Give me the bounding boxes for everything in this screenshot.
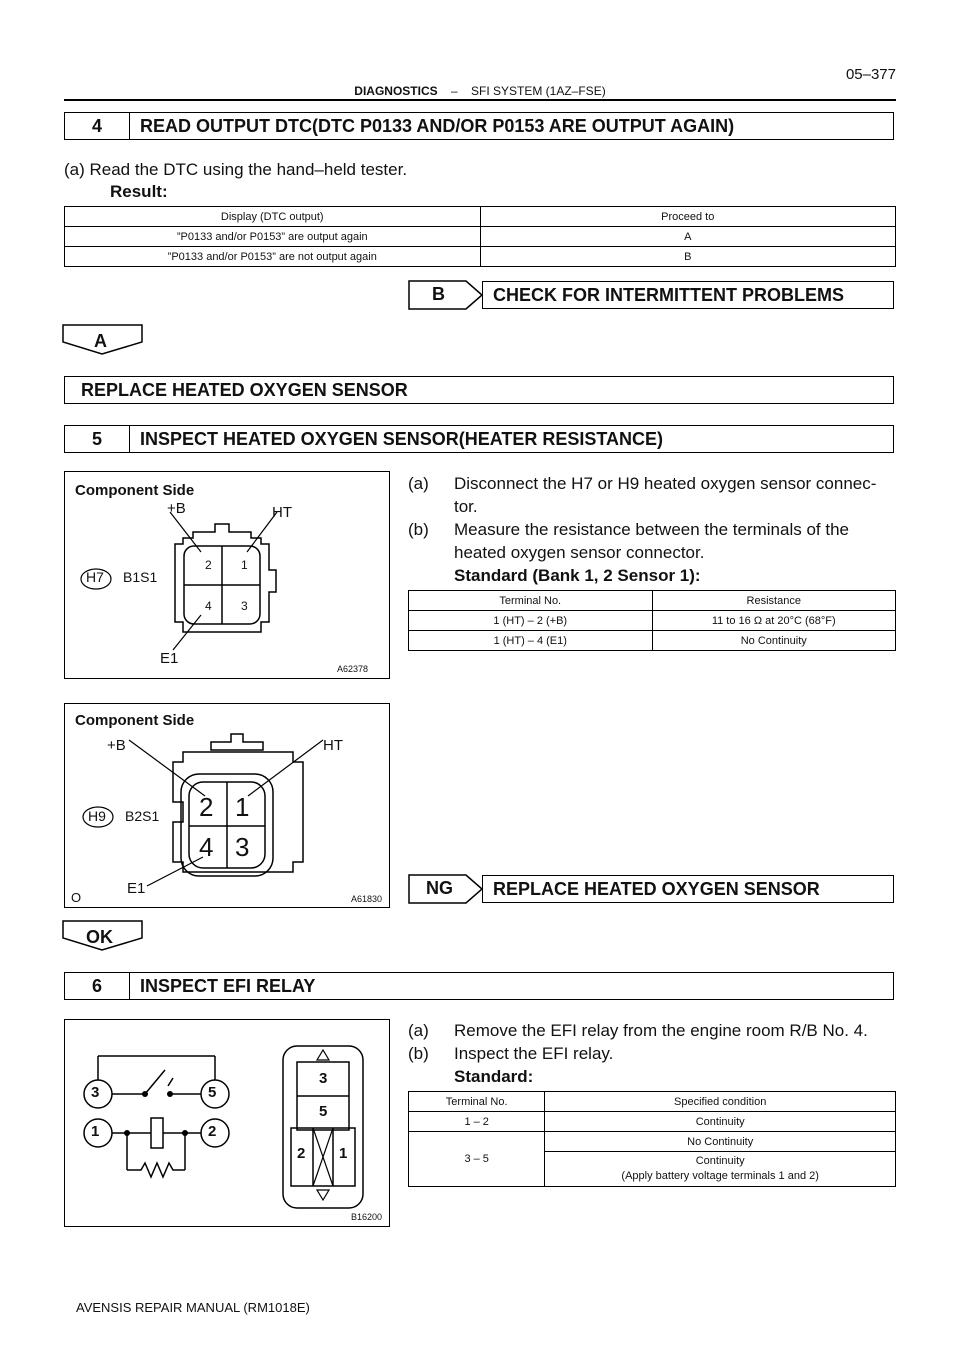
step-title: INSPECT HEATED OXYGEN SENSOR(HEATER RESISTANCE) [140, 428, 664, 449]
figure-caption: Component Side [75, 482, 195, 499]
plus-b-label: +B [167, 500, 186, 517]
step-6-a-text: Remove the EFI relay from the engine room R/B No. 4. [454, 1021, 868, 1040]
table-row [409, 1132, 896, 1152]
table-cell: No Continuity [652, 631, 896, 651]
step-title: INSPECT EFI RELAY [140, 975, 316, 996]
relay-top-pin-2: 2 [297, 1145, 306, 1162]
table-cell: 1 – 2 [409, 1112, 545, 1132]
table-cell [545, 1152, 896, 1187]
table-cell: ”P0133 and/or P0153” are output again [65, 227, 481, 247]
table-header-cell: Terminal No. [409, 591, 653, 611]
step-5-b-label: (b) [408, 520, 429, 539]
table-cell-line: (Apply battery voltage terminals 1 and 2) [621, 1170, 819, 1182]
dtc-result-table [64, 206, 896, 267]
relay-top-pin-1: 1 [339, 1145, 348, 1162]
table-cell: A [480, 227, 896, 247]
step-5-bar [64, 425, 894, 453]
step-4-bar [64, 112, 894, 140]
e1-label: E1 [127, 880, 146, 897]
header-section-bold: DIAGNOSTICS [354, 84, 438, 98]
branch-b-arrow [408, 280, 488, 310]
table-header-cell: Specified condition [545, 1092, 896, 1112]
pin-3: 3 [235, 832, 250, 862]
step-number: 6 [65, 973, 130, 999]
header-rule [64, 99, 896, 101]
relay-pin-5: 5 [208, 1084, 217, 1101]
ng-label: NG [426, 878, 453, 898]
step-5-a-line2: tor. [454, 497, 478, 516]
replace-sensor-bar: REPLACE HEATED OXYGEN SENSOR [64, 376, 894, 404]
relay-pin-1: 1 [91, 1123, 100, 1140]
step-5-b-line2: heated oxygen sensor connector. [454, 543, 705, 562]
figure-code: A62378 [337, 664, 369, 674]
plus-b-label: +B [107, 737, 126, 754]
table-header-cell: Proceed to [480, 207, 896, 227]
connector-id: H9 [88, 808, 106, 824]
ht-label: HT [272, 504, 292, 521]
pin-2: 2 [205, 558, 212, 572]
corner-mark: O [71, 890, 82, 905]
step-6-standard: Standard: [454, 1067, 534, 1086]
branch-b-label: B [432, 284, 445, 304]
figure-caption: Component Side [75, 712, 195, 729]
step-5-a-line1: Disconnect the H7 or H9 heated oxygen sensor connec- [454, 474, 877, 493]
table-cell: B [480, 247, 896, 267]
table-cell: 1 (HT) – 4 (E1) [409, 631, 653, 651]
pin-1: 1 [241, 558, 248, 572]
relay-circuit-drawing [65, 1020, 388, 1225]
step-5-standard: Standard (Bank 1, 2 Sensor 1): [454, 566, 701, 585]
footer-manual-id: AVENSIS REPAIR MANUAL (RM1018E) [76, 1300, 310, 1315]
table-header-row [409, 1092, 896, 1112]
connector-id: H7 [86, 569, 104, 585]
step-6-b-text: Inspect the EFI relay. [454, 1044, 614, 1063]
pin-1: 1 [235, 792, 250, 822]
page-number: 05–377 [845, 66, 896, 83]
table-row [65, 227, 896, 247]
table-cell: 3 – 5 [409, 1132, 545, 1187]
branch-a-label: A [94, 331, 107, 351]
h9-connector-drawing [65, 704, 388, 906]
table-row [409, 1112, 896, 1132]
table-cell: ”P0133 and/or P0153” are not output again [65, 247, 481, 267]
figure-h9-connector [64, 703, 390, 908]
table-cell: No Continuity [545, 1132, 896, 1152]
step-title: READ OUTPUT DTC(DTC P0133 AND/OR P0153 ARE OUTPUT AGAIN) [140, 115, 735, 136]
h7-connector-drawing [65, 472, 388, 677]
header-section-rest: SFI SYSTEM (1AZ–FSE) [471, 84, 606, 98]
table-header-cell: Display (DTC output) [65, 207, 481, 227]
step-6-bar [64, 972, 894, 1000]
running-header [0, 84, 960, 98]
sensor-id: B2S1 [125, 808, 160, 824]
e1-label: E1 [160, 650, 179, 667]
relay-pin-2: 2 [208, 1123, 217, 1140]
table-cell: Continuity [545, 1112, 896, 1132]
step-number: 5 [65, 426, 130, 452]
table-header-cell: Resistance [652, 591, 896, 611]
table-cell-line: Continuity [695, 1155, 745, 1167]
ng-result: REPLACE HEATED OXYGEN SENSOR [482, 875, 894, 903]
ok-label: OK [86, 927, 113, 947]
table-row [65, 247, 896, 267]
ht-label: HT [323, 737, 343, 754]
table-cell: 1 (HT) – 2 (+B) [409, 611, 653, 631]
table-row [409, 631, 896, 651]
relay-top-pin-5: 5 [319, 1103, 328, 1120]
pin-3: 3 [241, 599, 248, 613]
pin-4: 4 [205, 599, 212, 613]
relay-continuity-table [408, 1091, 896, 1187]
figure-h7-connector [64, 471, 390, 679]
table-header-row [409, 591, 896, 611]
header-dash: – [450, 84, 458, 98]
step-4-instruction-a: (a) Read the DTC using the hand–held tester. [64, 160, 408, 179]
table-cell: 11 to 16 Ω at 20°C (68°F) [652, 611, 896, 631]
table-header-row [65, 207, 896, 227]
sensor-id: B1S1 [123, 569, 158, 585]
step-5-a-label: (a) [408, 474, 429, 493]
figure-code: A61830 [351, 894, 383, 904]
figure-efi-relay [64, 1019, 390, 1227]
relay-top-pin-3: 3 [319, 1070, 328, 1087]
figure-code: B16200 [351, 1212, 383, 1222]
pin-2: 2 [199, 792, 214, 822]
relay-pin-3: 3 [91, 1084, 100, 1101]
step-6-a-label: (a) [408, 1021, 429, 1040]
step-5-b-line1: Measure the resistance between the terminals of the [454, 520, 849, 539]
table-header-cell: Terminal No. [409, 1092, 545, 1112]
pin-4: 4 [199, 832, 214, 862]
step-6-b-label: (b) [408, 1044, 429, 1063]
branch-b-result: CHECK FOR INTERMITTENT PROBLEMS [482, 281, 894, 309]
step-number: 4 [65, 113, 130, 139]
table-row [409, 611, 896, 631]
resistance-table [408, 590, 896, 651]
result-label: Result: [110, 182, 168, 201]
